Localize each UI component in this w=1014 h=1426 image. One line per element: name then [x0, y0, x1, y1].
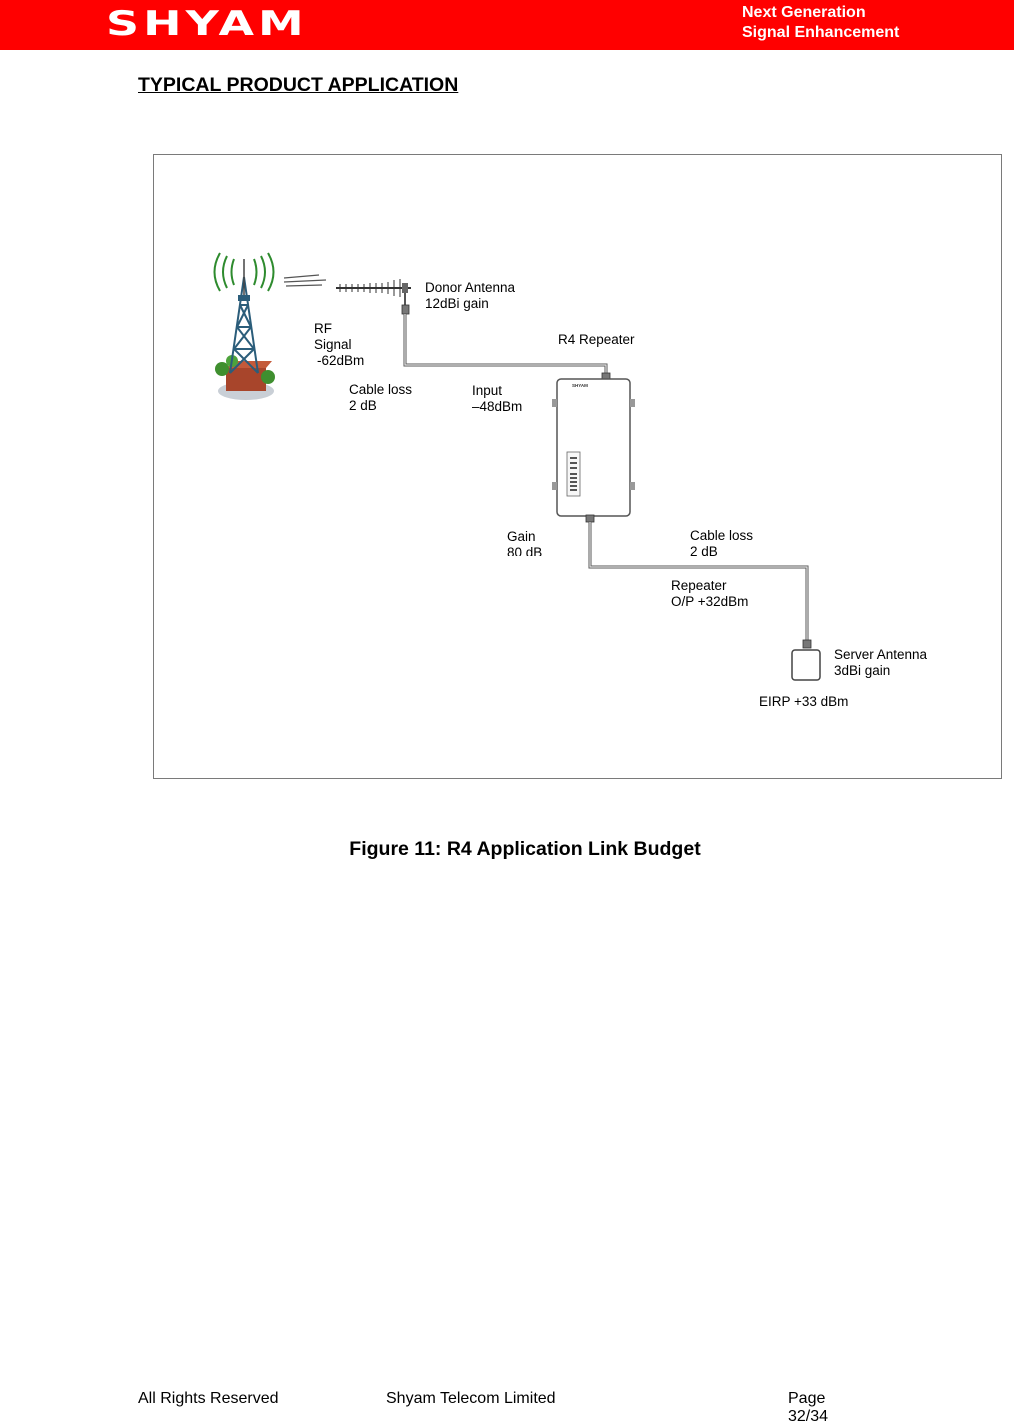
donor-antenna-label [425, 280, 515, 312]
rf-text-1: RF [314, 321, 332, 336]
input-value: –48dBm [472, 399, 523, 414]
input-label [472, 383, 522, 415]
tagline-line-1: Next Generation [742, 4, 866, 21]
link-budget-diagram [154, 155, 1003, 780]
donor-antenna-icon [336, 279, 411, 314]
rf-signal-label [314, 321, 364, 369]
repeater-output-label [671, 578, 748, 610]
repeater-output-value: O/P +32dBm [671, 594, 749, 609]
gain-label [507, 529, 542, 556]
cell-tower-icon [215, 253, 276, 400]
page-label: Page [788, 1390, 826, 1407]
rf-signal-icon [284, 275, 326, 286]
input-text: Input [472, 383, 503, 398]
footer-rights: All Rights Reserved [138, 1390, 279, 1407]
eirp-label: EIRP +33 dBm [759, 694, 849, 709]
shyam-logo: SHYAM [106, 4, 308, 44]
server-antenna-text: Server Antenna [834, 647, 928, 662]
repeater-output-text: Repeater [671, 578, 727, 593]
rf-text-2: Signal [314, 337, 352, 352]
footer-company: Shyam Telecom Limited [386, 1390, 556, 1407]
donor-antenna-text: Donor Antenna [425, 280, 516, 295]
tagline-line-2: Signal Enhancement [742, 24, 900, 41]
page-number: 32/34 [788, 1408, 829, 1425]
server-antenna-icon [792, 650, 820, 680]
gain-value: 80 dB [507, 545, 543, 556]
cable-loss-2-text: Cable loss [690, 528, 754, 543]
server-gain-text: 3dBi gain [834, 663, 891, 678]
header-tagline [742, 3, 899, 43]
r4-repeater-icon [552, 379, 635, 516]
rf-text-3: -62dBm [317, 353, 365, 368]
gain-text: Gain [507, 529, 536, 544]
figure-caption: Figure 11: R4 Application Link Budget [349, 838, 701, 860]
cable-loss-1-text: Cable loss [349, 382, 413, 397]
repeater-brand-text: SHYAM [572, 383, 588, 388]
cable-loss-1-value: 2 dB [349, 398, 377, 413]
cable-loss-2-label [690, 528, 753, 560]
donor-gain-text: 12dBi gain [425, 296, 489, 311]
cable-loss-2-value: 2 dB [690, 544, 718, 559]
cable-loss-1-label [349, 382, 412, 414]
header-bar [0, 0, 1014, 50]
r4-repeater-label: R4 Repeater [558, 332, 635, 347]
footer-page [788, 1390, 828, 1426]
section-title: TYPICAL PRODUCT APPLICATION [138, 74, 459, 96]
server-antenna-label [834, 647, 927, 679]
link-budget-figure [153, 154, 1002, 779]
